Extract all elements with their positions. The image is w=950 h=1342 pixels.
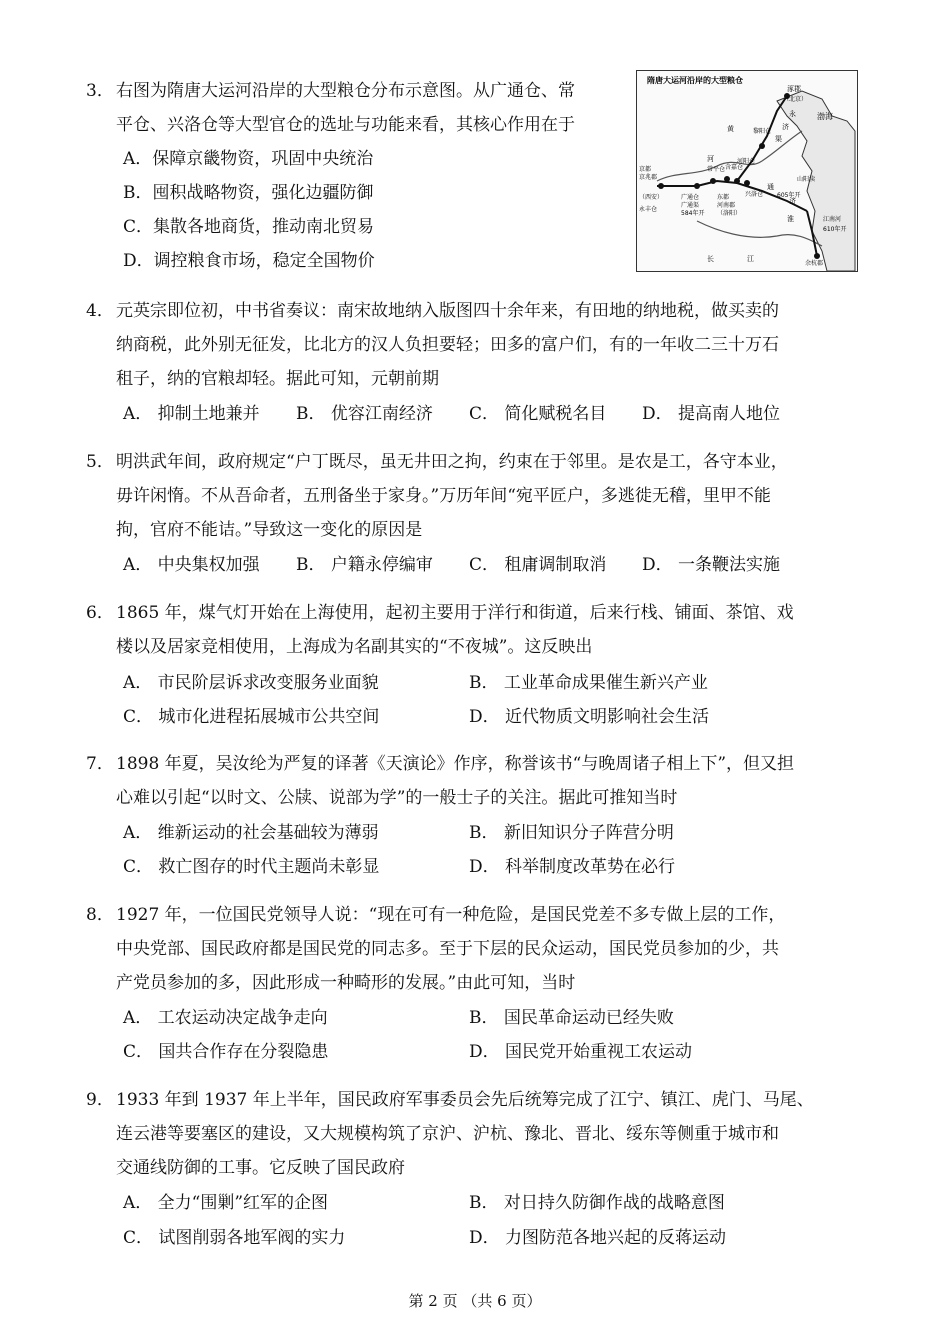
option-d[interactable]: D． 力图防范各地兴起的反蒋运动 [469,1228,727,1248]
label-yong: 永 [789,110,796,118]
option-b[interactable]: B． 工业革命成果催生新兴产业 [469,673,708,693]
label-henan: 河南郡 [717,202,736,209]
label-584: 584年开 [681,210,705,217]
granary-guangtong [694,183,700,189]
question-text: 1865 年，煤气灯开始在上海使用，起初主要用于洋行和街道，后来行栈、铺面、茶馆、戏 [116,603,794,623]
question-text: 中央党部、国民政府都是国民党的同志多。至于下层的民众运动，国民党员参加的少，共 [116,939,779,959]
label-605: 605年开 [777,192,801,199]
label-changping: 常平仓 [707,166,726,173]
option-d[interactable]: D．调控粮食市场，稳定全国物价 [123,251,375,271]
question-number: 5． [86,452,114,472]
option-c[interactable]: C． 简化赋税名目 [469,404,607,424]
question-text: 楼以及居家竞相使用，上海成为名副其实的“不夜城”。这反映出 [116,637,593,657]
label-shanyang: 山阳渎 [797,176,816,183]
label-liyang: 黎阳仓 [753,128,772,135]
label-qu: 渠 [775,135,782,143]
label-jingdu: 京都 [639,166,652,173]
granary-liyang [759,143,765,149]
label-zhuojun: 涿郡 [787,85,801,93]
label-huang: 黄 [727,125,734,133]
label-guangtong: 广通仓 [681,194,700,201]
question-text: 产党员参加的多，因此形成一种畸形的发展。”由此可知，当时 [116,973,576,993]
question-text: 纳商税，此外别无征发，比北方的汉人负担要轻；田多的富户们，有的一年收二三十万石 [116,335,779,355]
label-beijing: （北京） [783,96,808,103]
label-heyang: 河阳仓 [737,158,756,165]
grain-storage-map [636,70,858,272]
option-a[interactable]: A． 工农运动决定战争走向 [123,1008,328,1028]
option-c[interactable]: C．集散各地商货，推动南北贸易 [123,217,375,237]
question-text: 毋许闲惰。不从吾命者，五刑备坐于家身。”万历年间“宛平匠户，多逃徙无稽，里甲不能 [116,486,771,506]
label-610: 610年开 [823,226,847,233]
option-b[interactable]: B．囤积战略物资，强化边疆防御 [123,183,374,203]
question-number: 4． [86,301,114,321]
option-d[interactable]: D． 一条鞭法实施 [642,555,781,575]
question-text: 元英宗即位初，中书省奏议：南宋故地纳入版图四十余年来，有田地的纳地税，做买卖的 [116,301,779,321]
question-text: 右图为隋唐大运河沿岸的大型粮仓分布示意图。从广通仓、常 [116,81,575,101]
map-title: 隋唐大运河沿岸的大型粮仓 [647,76,743,85]
label-xian: （西安） [639,194,664,201]
label-jiang: 江 [747,255,754,263]
option-c[interactable]: C． 试图削弱各地军阀的实力 [123,1228,346,1248]
option-b[interactable]: B． 新旧知识分子阵营分明 [469,823,674,843]
city-yuhang [814,253,820,259]
question-number: 7． [86,754,114,774]
label-bohai: 渤海 [817,112,833,121]
question-text: 1927 年，一位国民党领导人说：“现在可有一种危险，是国民党差不多专做上层的工作， [116,905,786,925]
option-c[interactable]: C． 国共合作存在分裂隐患 [123,1042,329,1062]
question-text: 1933 年到 1937 年上半年，国民政府军事委员会先后统筹完成了江宁、镇江、虎门、马尾、 [116,1090,814,1110]
question-text: 租子，纳的官粮却轻。据此可知，元朝前期 [116,369,439,389]
label-ji: 济 [782,123,789,131]
label-tong: 通 [767,183,774,191]
question-text: 明洪武年间，政府规定“户丁既尽，虽无井田之拘，约束在于邻里。是农是工，各守本业， [116,452,788,472]
option-a[interactable]: A．保障京畿物资，巩固中央统治 [123,149,374,169]
option-b[interactable]: B． 优容江南经济 [296,404,433,424]
option-a[interactable]: A． 维新运动的社会基础较为薄弱 [123,823,379,843]
option-a[interactable]: A． 抑制土地兼并 [123,404,260,424]
label-yuhang: 余杭郡 [805,260,824,267]
label-hanjia: 含嘉仓 [725,164,744,171]
sea-area [777,91,855,271]
question-text: 1898 年夏，吴汝纶为严复的译著《天演论》作序，称誉该书“与晚周诸子相上下”，但又担 [116,754,795,774]
granary-heyang [734,178,740,184]
granary-xingluo [744,180,750,186]
question-number: 9． [86,1090,114,1110]
yangtze-river [697,221,822,246]
question-text: 交通线防御的工事。它反映了国民政府 [116,1158,405,1178]
label-jiangnanhe: 江南河 [823,216,842,223]
granary-changping [710,178,716,184]
label-he: 河 [707,155,714,163]
question-text: 拘，官府不能诘。”导致这一变化的原因是 [116,520,423,540]
option-c[interactable]: C． 救亡图存的时代主题尚未彰显 [123,857,380,877]
question-text: 连云港等要塞区的建设，又大规模构筑了京沪、沪杭、豫北、晋北、绥东等侧重于城市和 [116,1124,779,1144]
label-huai: 淮 [787,215,794,223]
option-d[interactable]: D． 国民党开始重视工农运动 [469,1042,693,1062]
option-d[interactable]: D． 近代物质文明影响社会生活 [469,707,710,727]
question-number: 3． [86,81,114,101]
label-luoyang: （洛阳） [717,210,742,217]
label-dongdu: 东都 [717,194,730,201]
label-xingluo: 兴洛仓 [745,191,764,198]
option-a[interactable]: A． 市民阶层诉求改变服务业面貌 [123,673,379,693]
label-chang: 长 [707,255,714,263]
label-yongfeng: 永丰仓 [639,206,658,213]
option-b[interactable]: B． 户籍永停编审 [296,555,433,575]
option-d[interactable]: D． 提高南人地位 [642,404,781,424]
option-c[interactable]: C． 租庸调制取消 [469,555,607,575]
option-d[interactable]: D． 科举制度改革势在必行 [469,857,676,877]
granary-yongfeng [658,183,664,189]
option-b[interactable]: B． 对日持久防御作战的战略意图 [469,1193,725,1213]
label-jingzhao: 京兆郡 [639,174,658,181]
option-a[interactable]: A． 全力“围剿”红军的企图 [123,1193,329,1213]
question-number: 6． [86,603,114,623]
option-a[interactable]: A． 中央集权加强 [123,555,260,575]
option-c[interactable]: C． 城市化进程拓展城市公共空间 [123,707,380,727]
question-text: 平仓、兴洛仓等大型官仓的选址与功能来看，其核心作用在于 [116,115,575,135]
option-b[interactable]: B． 国民革命运动已经失败 [469,1008,674,1028]
granary-hanjia [724,176,730,182]
label-ji-2: 济 [789,197,796,205]
question-number: 8． [86,905,114,925]
page-footer: 第 2 页 （共 6 页） [408,1292,542,1310]
question-text: 心难以引起“以时文、公牍、说部为学”的一般士子的关注。据此可推知当时 [116,788,678,808]
label-guangtongqu: 广通渠 [681,202,700,209]
